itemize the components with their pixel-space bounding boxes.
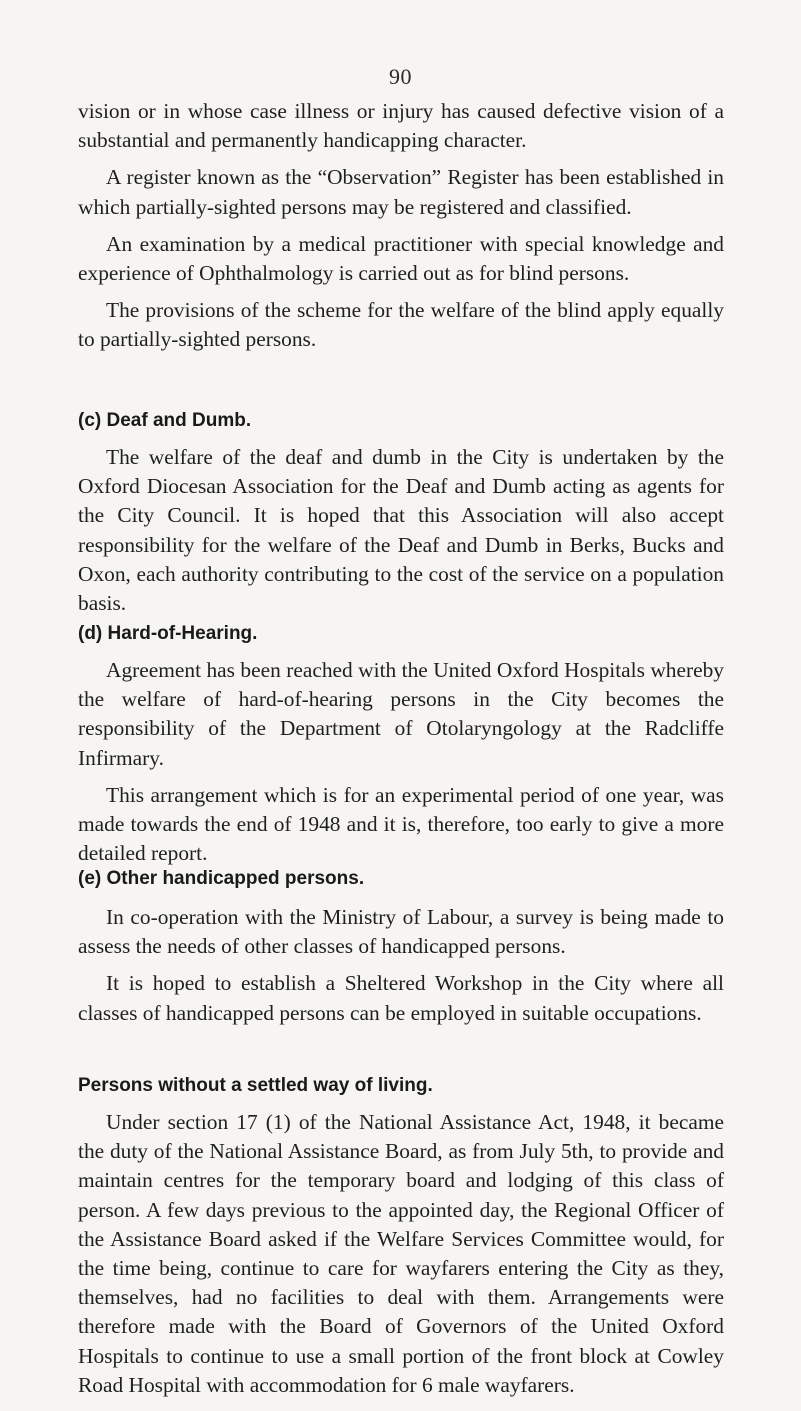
- paragraph-observation-register: A register known as the “Observation” Register has been established in which partially-sighted persons may be registered and classified.: [78, 165, 724, 219]
- paragraph-examination: An examination by a medical practitioner with special knowledge and experience of Ophthalmology is carried out as for blind persons.: [78, 231, 724, 286]
- paragraph-deaf-dumb-welfare: The welfare of the deaf and dumb in the City is undertaken by the Oxford Diocesan Association for the Deaf and Dumb acting as agents for the City Council. It is hoped that this Association will also accept responsibility for the welfare of the Deaf and Dumb in Berks, Bucks and Oxon, each authority contributing to the cost of the service on a population basis.: [78, 445, 724, 616]
- other-handicapped-section: [78, 903, 724, 1028]
- hard-of-hearing-section: [78, 656, 724, 868]
- paragraph-vision-definition: vision or in whose case illness or injury has caused defective vision of a substantial and permanently handicapping character.: [78, 99, 724, 153]
- page-number: 90: [389, 64, 412, 89]
- paragraph-ministry-survey: In co-operation with the Ministry of Labour, a survey is being made to assess the needs of other classes of handicapped persons.: [78, 905, 724, 959]
- paragraph-sheltered-workshop: It is hoped to establish a Sheltered Workshop in the City where all classes of handicapped persons can be employed in suitable occupations.: [78, 971, 724, 1025]
- deaf-dumb-section: [78, 443, 724, 618]
- paragraph-agreement: Agreement has been reached with the United Oxford Hospitals whereby the welfare of hard-of-hearing persons in the City becomes the responsibility of the Department of Otolaryngology at the Radcliffe Infirmary.: [78, 658, 724, 770]
- paragraph-arrangement: This arrangement which is for an experimental period of one year, was made towards the end of 1948 and it is, therefore, too early to give a more detailed report.: [78, 782, 724, 866]
- heading-deaf-and-dumb: (c) Deaf and Dumb.: [78, 410, 252, 431]
- wayfarers-section: [78, 1108, 724, 1400]
- paragraph-provisions: The provisions of the scheme for the welfare of the blind apply equally to partially-sighted persons.: [78, 298, 724, 352]
- partially-sighted-section: [78, 97, 724, 355]
- heading-hard-of-hearing: (d) Hard-of-Hearing.: [78, 623, 258, 644]
- heading-persons-without-settled-way: Persons without a settled way of living.: [78, 1075, 433, 1096]
- heading-other-handicapped: (e) Other handicapped persons.: [78, 868, 365, 889]
- paragraph-national-assistance-act: Under section 17 (1) of the National Assistance Act, 1948, it became the duty of the National Assistance Board, as from July 5th, to provide and maintain centres for the temporary board and lodging of this class of person. A few days previous to the appointed day, the Regional Officer of the Assistance Board asked if the Welfare Services Committee would, for the time being, continue to care for wayfarers entering the City as they, themselves, had no facilities to deal with them. Arrangements were therefore made with the Board of Governors of the United Oxford Hospitals to continue to use a small portion of the front block at Cowley Road Hospital with accommodation for 6 male wayfarers.: [78, 1110, 724, 1397]
